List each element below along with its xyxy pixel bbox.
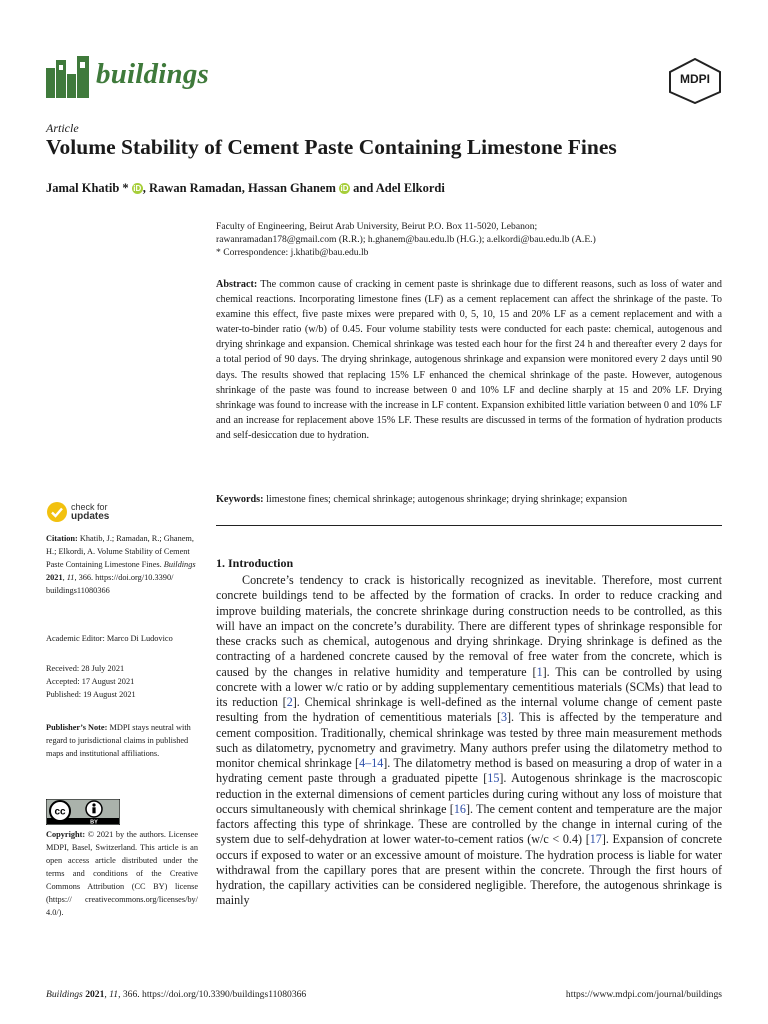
citation-year: 2021 [46, 573, 63, 582]
journal-name: buildings [96, 58, 210, 90]
orcid-icon[interactable]: iD [340, 184, 349, 193]
cc-by-license-icon[interactable] [46, 799, 120, 825]
author-separator: , [142, 181, 150, 195]
cc-label: cc [54, 806, 66, 818]
footer-doi[interactable]: , 366. https://doi.org/10.3390/buildings11080366 [118, 989, 307, 1000]
citation-journal: Buildings [163, 560, 196, 569]
intro-text-segment: ]. Expansion of concrete occurs if exposed to water or an excessive amount of moisture. The hydration process is liable for water withdrawal from the capillary pores that are present within the concrete. Through the first hours of hydration, the capillary activities can be considered negligible. Therefore, the autogenous shrinkage is mainly [216, 832, 722, 908]
abstract-text: The common cause of cracking in cement paste is shrinkage due to different reasons, such as loss of water and chemical reactions. Incorporating limestone fines (LF) as a cement replacement can affect the shrinkage of the paste. To examine this effect, five paste mixes were prepared with 0, 5, 10, 15 and 20% LF as a cement replacement and with a water-to-binder ratio (w/b) of 0.45. Four volume stability tests were conducted for each paste: chemical, autogenous and drying shrinkage and expansion. Chemical shrinkage was tested each hour for the first 24 h and thereafter every 2 days for a total period of 90 days. The drying shrinkage, autogenous shrinkage and expansion were monitored every 2 days until 90 days. The results showed that replacing 15% LF enhanced the chemical shrinkage of the paste. However, autogenous shrinkage of the paste was found to increase between 0 and 10% LF and decline sharply at 15 and 20% LF. Drying shrinkage was found to increase with the increase in LF content. Expansion exhibited little variation between 0 and 10% LF and an increase for replacement above 15% LF. These results are discussed in terms of the formation of hydration products and self-desiccation due to hydration. [216, 279, 722, 441]
citation-link[interactable]: 4–14 [359, 756, 384, 770]
author-separator: and [350, 181, 376, 195]
footer-citation: Buildings 2021, 11, 366. https://doi.org/10.3390/buildings11080366 [46, 989, 307, 1000]
buildings-logo-icon [46, 56, 90, 98]
citation-doi[interactable]: , 366. https://doi.org/10.3390/ buildings11080366 [46, 573, 174, 595]
footer-volume: 11 [109, 989, 119, 1000]
abstract-label: Abstract: [216, 279, 258, 290]
publishers-note [46, 721, 198, 760]
orcid-icon[interactable]: iD [133, 184, 142, 193]
author-name[interactable]: Adel Elkordi [375, 181, 445, 195]
citation: Citation: Khatib, J.; Ramadan, R.; Ghanem, H.; Elkordi, A. Volume Stability of Cement Paste Containing Limestone Fines. Buildings 2021, 11, 366. https://doi.org/10.3390/ buildings11080366 [46, 534, 196, 595]
citation-link[interactable]: 15 [487, 771, 500, 786]
article-title: Volume Stability of Cement Paste Containing Limestone Fines [46, 135, 617, 159]
author-list [46, 181, 445, 196]
academic-editor: Academic Editor: Marco Di Ludovico [46, 634, 173, 643]
intro-text-segment: ]. Autogenous shrinkage is the macroscopic reduction in the external dimensions of cement particles during curing without any loss of moisture that occurs simultaneously with chemical shrinkage [ [216, 771, 723, 816]
intro-text-segment: ]. Chemical shrinkage is well-defined as the internal volume change of cement paste resulting from the hydration of cementitious materials [ [216, 695, 722, 725]
citation-volume: 11 [66, 573, 75, 582]
author-mark: * [119, 181, 129, 195]
section-heading: 1. Introduction [216, 556, 294, 570]
intro-text-segment: ]. The cement content and temperature are the major factors affecting this type of shrinkage. These are controlled by the change in internal curing of the system due to self-dehydration at lower water-to-cement ratios (w/c < 0.4) [ [216, 801, 722, 847]
author-name[interactable]: Rawan Ramadan [149, 181, 242, 195]
publishers-note-label: Publisher’s Note: [46, 723, 108, 732]
author-name[interactable]: Jamal Khatib [46, 181, 120, 195]
affiliation-block [216, 220, 726, 259]
citation-link[interactable]: 1 [536, 664, 543, 679]
citation-link[interactable]: 2 [286, 695, 293, 709]
citation-label: Citation: [46, 534, 78, 543]
check-for-updates-label-bold[interactable]: updates [71, 511, 110, 522]
intro-text-segment: Concrete’s tendency to crack is historically recognized as inevitable. Therefore, most current concrete buildings tend to be affected by the formation of cracks. In order to reduce cracking and improve building materials, the concrete shrinkage during construction needs to be controlled, as this will have an impact on the concrete’s durability. There are different types of shrinkage responsible for these cracks such as chemical, autogenous and drying shrinkage. Drying shrinkage is defined as the contracting of a hardened concrete caused by the removal of free water from the concrete, which is caused by the changes in relative humidity and temperature [ [216, 573, 722, 679]
footer-year: 2021 [85, 989, 105, 1000]
footer-journal: Buildings [46, 989, 83, 1000]
author-name[interactable]: Hassan Ghanem [248, 181, 336, 195]
copyright [46, 828, 198, 919]
copyright-text: © 2021 by the authors. Licensee MDPI, Basel, Switzerland. This article is an open access article distributed under the terms and conditions of the Creative Commons Attribution (CC BY) license (https:// creativecommons.org/licenses/by/ 4.0/). [46, 830, 199, 917]
check-for-updates-label[interactable]: check for [71, 502, 108, 512]
footer-journal-url[interactable]: https://www.mdpi.com/journal/buildings [565, 989, 722, 1000]
publishers-note-text: MDPI stays neutral with regard to jurisdictional claims in published maps and institutional affiliations. [46, 723, 191, 758]
citation-link[interactable]: 17 [589, 832, 602, 847]
affiliation-line: Faculty of Engineering, Beirut Arab University, Beirut P.O. Box 11-5020, Lebanon; [216, 221, 538, 232]
abstract [216, 277, 722, 443]
correspondence: * Correspondence: j.khatib@bau.edu.lb [216, 247, 369, 258]
keywords-label: Keywords: [216, 494, 264, 505]
divider [216, 525, 722, 526]
publisher-name: MDPI [680, 72, 710, 86]
check-for-updates-icon[interactable] [46, 501, 68, 523]
citation-text: Khatib, J.; Ramadan, R.; Ghanem, H.; Elkordi, A. Volume Stability of Cement Paste Containing Limestone Fines. [46, 534, 194, 569]
keywords [216, 493, 722, 507]
publication-dates [46, 662, 198, 701]
author-separator: , [241, 181, 249, 195]
article-type: Article [46, 121, 79, 135]
published-date: Published: 19 August 2021 [46, 690, 136, 699]
intro-text-segment: ]. The dilatometry method is based on measuring a drop of water in a hydrating cement paste through a graduated pipette [ [216, 756, 723, 786]
intro-text-segment: ]. This can be controlled by using concrete with a lower w/c ratio or by adding supplementary cementitious materials (SCMs) that lead to its reduction [ [216, 664, 722, 709]
introduction-text [216, 573, 722, 909]
affiliation-emails[interactable]: rawanramadan178@gmail.com (R.R.); h.ghanem@bau.edu.lb (H.G.); a.elkordi@bau.edu.lb (A.E.) [216, 234, 596, 245]
accepted-date: Accepted: 17 August 2021 [46, 677, 135, 686]
received-date: Received: 28 July 2021 [46, 664, 125, 673]
by-label: BY [90, 819, 98, 825]
copyright-label: Copyright: [46, 830, 86, 839]
intro-text-segment: ]. This is affected by the temperature and cement composition. Traditionally, chemical shrinkage was tested by three main measurement methods such as dilatometry, pycnometry and gravimetry. Many authors prefer using the dilatometry method to monitor chemical shrinkage [ [216, 710, 722, 770]
citation-link[interactable]: 16 [453, 801, 466, 816]
citation-link[interactable]: 3 [500, 710, 508, 725]
keywords-text: limestone fines; chemical shrinkage; autogenous shrinkage; drying shrinkage; expansion [266, 494, 628, 505]
